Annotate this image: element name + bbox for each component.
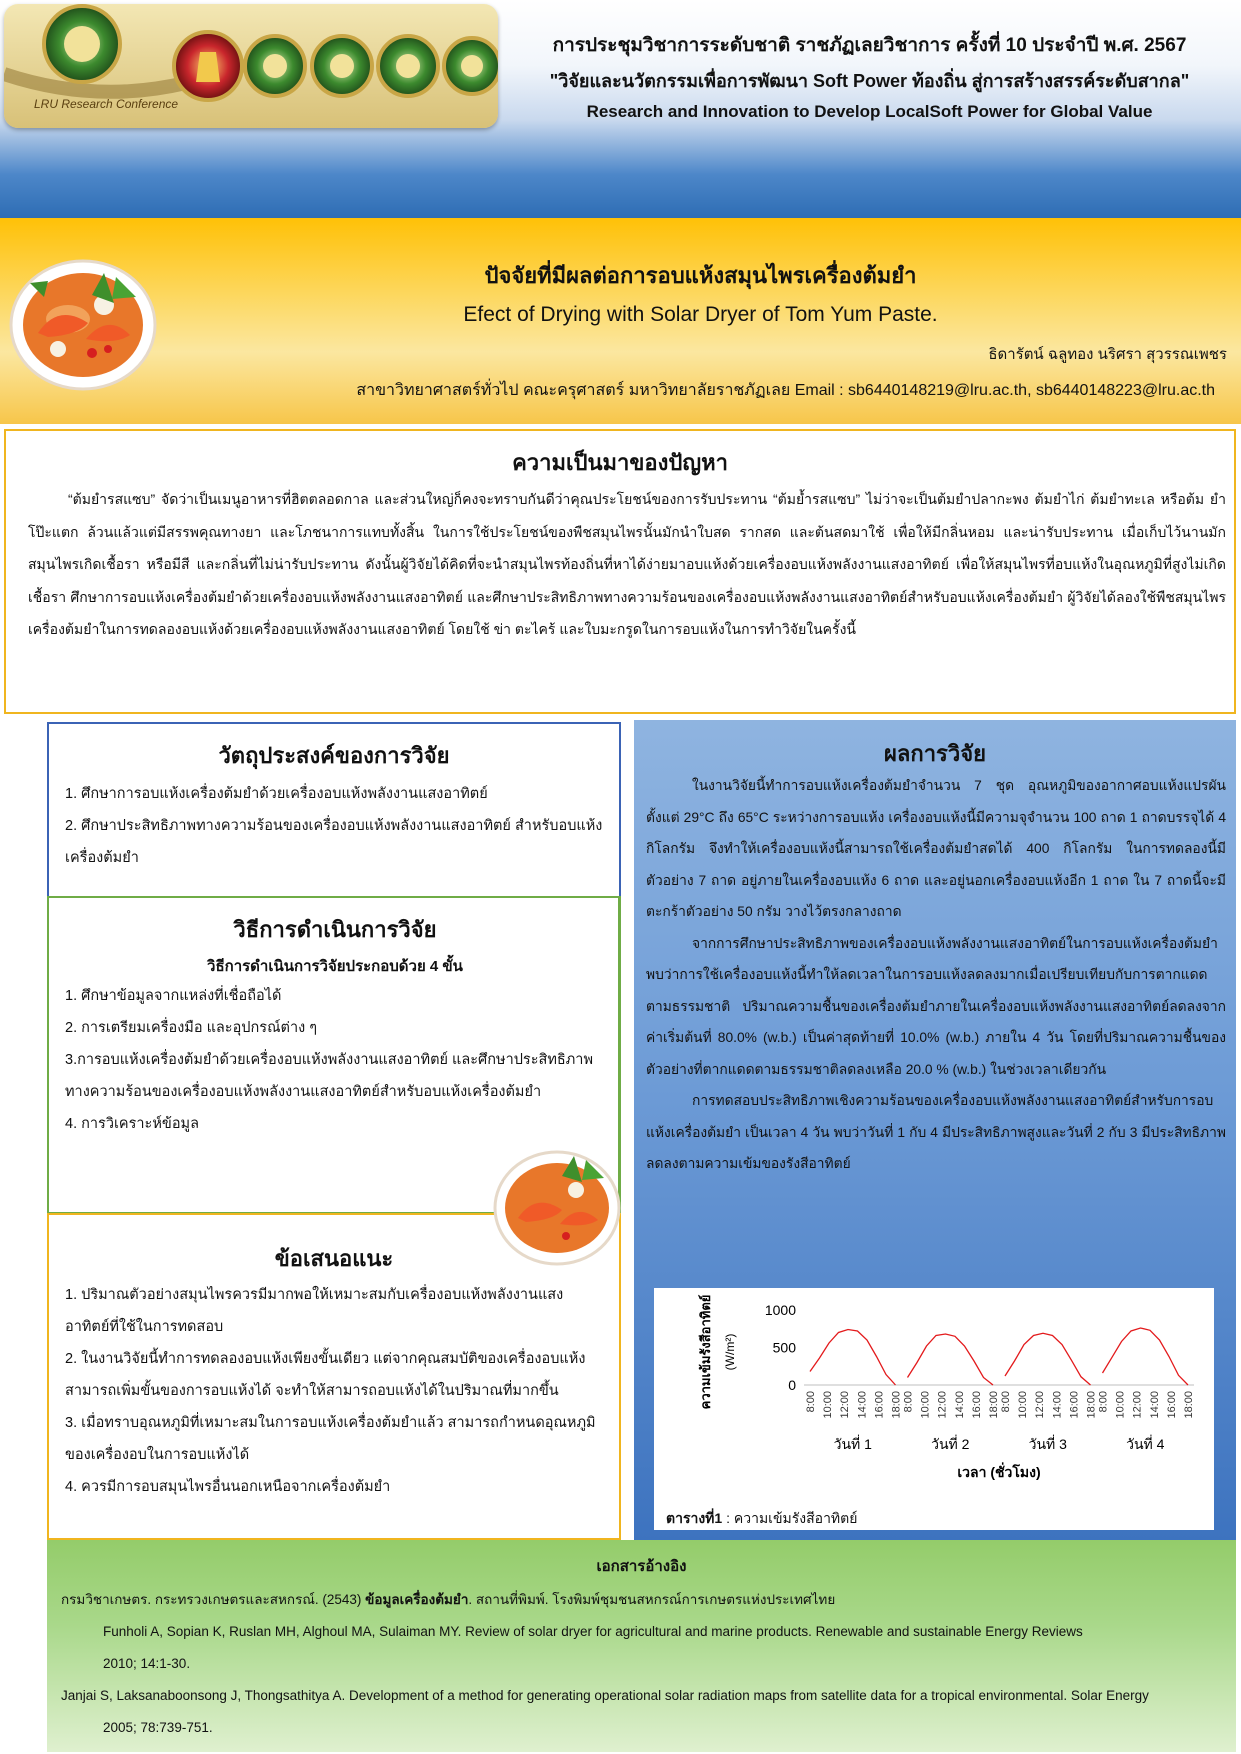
chart-caption-label: ตารางที่1	[666, 1510, 723, 1526]
reference-2-line-2: 2010; 14:1-30.	[103, 1656, 191, 1671]
chart-series-line-day-4	[1103, 1328, 1189, 1385]
chart-x-tick-label: 14:00	[1148, 1391, 1161, 1419]
results-section	[634, 720, 1236, 1540]
chart-x-tick-label: 12:00	[1034, 1391, 1047, 1419]
background-heading: ความเป็นมาของปัญหา	[512, 450, 728, 475]
tom-yum-bowl-image-small	[492, 1140, 622, 1268]
chart-x-tick-label: 14:00	[856, 1391, 869, 1419]
results-heading: ผลการวิจัย	[884, 741, 986, 766]
conference-title-line-1: การประชุมวิชาการระดับชาติ ราชภัฏเลยวิชาการ ครั้งที่ 10 ประจำปี พ.ศ. 2567	[552, 35, 1187, 56]
methods-subheading: วิธีการดำเนินการวิจัยประกอบด้วย 4 ขั้น	[207, 958, 463, 975]
list-item: 4. ควรมีการอบสมุนไพรอื่นนอกเหนือจากเครื่องต้มยำ	[65, 1479, 391, 1495]
recommendations-heading: ข้อเสนอแนะ	[274, 1246, 394, 1271]
references-section	[47, 1540, 1236, 1752]
chart-x-tick-label: 16:00	[873, 1391, 886, 1419]
chart-x-tick-label: 18:00	[890, 1391, 903, 1419]
chart-x-tick-label: 12:00	[839, 1391, 852, 1419]
university-logos	[4, 4, 498, 128]
chart-y-axis-unit: (W/m²)	[723, 1333, 737, 1371]
list-item: 3. เมื่อทราบอุณหภูมิที่เหมาะสมในการอบแห้งเครื่องต้มยำแล้ว สามารถกำหนดอุณหภูมิของเครื่องอบในการอบแห้งได้	[65, 1415, 596, 1463]
chart-day-label: วันที่ 2	[931, 1436, 970, 1452]
chart-x-tick-label: 16:00	[1165, 1391, 1178, 1419]
chart-x-tick-label: 18:00	[1183, 1391, 1195, 1419]
objectives-section	[47, 722, 621, 899]
reference-3-line-1: Janjai S, Laksanaboonsong J, Thongsathitya A. Development of a method for generating operational solar radiation maps from satellite data for a tropical environmental. Solar Energy	[61, 1688, 1149, 1703]
reference-1-post: . สถานที่พิมพ์. โรงพิมพ์ชุมชนสหกรณ์การเกษตรแห่งประเทศไทย	[468, 1592, 836, 1607]
list-item: 2. ในงานวิจัยนี้ทำการทดลองอบแห้งเพียงขั้นเดียว แต่จากคุณสมบัติของเครื่องอบแห้งสามารถเพิ่มขั้นของการอบแห้งได้ จะทำให้สามารถอบแห้งได้ในปริมาณที่มากขึ้น	[65, 1351, 586, 1399]
chart-x-tick-label: 16:00	[1068, 1391, 1081, 1419]
conference-header	[0, 0, 1241, 218]
paper-title-thai: ปัจจัยที่มีผลต่อการอบแห้งสมุนไพรเครื่องต้มยำ	[484, 263, 917, 288]
chart-y-axis-title: ความเข้มรังสีอาทิตย์	[698, 1294, 713, 1410]
conference-title-line-2: "วิจัยและนวัตกรรมเพื่อการพัฒนา Soft Power ท้องถิ่น สู่การสร้างสรรค์ระดับสากล"	[549, 71, 1190, 91]
chart-x-tick-label: 10:00	[822, 1391, 835, 1419]
chart-x-tick-label: 10:00	[919, 1391, 932, 1419]
logo-caption: LRU Research Conference	[34, 97, 179, 111]
chart-x-tick-label: 12:00	[1131, 1391, 1144, 1419]
tom-yum-bowl-image	[8, 253, 158, 393]
recommendations-list	[65, 1279, 607, 1503]
authors: ธิดารัตน์ ฉลูทอง นริศรา สุวรรณเพชร	[988, 346, 1227, 363]
chart-x-tick-label: 8:00	[1097, 1391, 1110, 1413]
conference-title-line-3: Research and Innovation to Develop LocalSoft Power for Global Value	[586, 102, 1153, 121]
methods-list	[65, 980, 609, 1140]
reference-item	[61, 1584, 1226, 1616]
chart-day-label: วันที่ 4	[1126, 1436, 1165, 1452]
chart-x-tick-label: 12:00	[936, 1391, 949, 1419]
reference-item	[103, 1616, 1226, 1680]
chart-x-axis-title: เวลา (ชั่วโมง)	[957, 1464, 1041, 1480]
chart-series-line-day-1	[810, 1330, 896, 1386]
list-item: 1. ปริมาณตัวอย่างสมุนไพรควรมีมากพอให้เหมาะสมกับเครื่องอบแห้งพลังงานแสงอาทิตย์ที่ใช้ในการทดสอบ	[65, 1287, 564, 1335]
chart-x-tick-label: 8:00	[1000, 1391, 1012, 1413]
chart-y-tick-label: 1000	[764, 1302, 796, 1318]
solar-radiation-chart	[654, 1288, 1214, 1508]
reference-2-line-1: Funholi A, Sopian K, Ruslan MH, Alghoul MA, Sulaiman MY. Review of solar dryer for agricultural and marine products. Renewable and sustainable Energy Reviews	[103, 1624, 1083, 1639]
reference-item	[61, 1680, 1226, 1744]
background-section	[4, 429, 1236, 714]
list-item: 2. การเตรียมเครื่องมือ และอุปกรณ์ต่าง ๆ	[65, 1020, 317, 1036]
chart-x-tick-label: 10:00	[1017, 1391, 1030, 1419]
objectives-heading: วัตถุประสงค์ของการวิจัย	[218, 743, 450, 768]
objectives-list	[65, 778, 607, 874]
chart-series-line-day-3	[1005, 1333, 1091, 1385]
logo-banner	[4, 4, 498, 128]
list-item: 3.การอบแห้งเครื่องต้มยำด้วยเครื่องอบแห้งพลังงานแสงอาทิตย์ และศึกษาประสิทธิภาพทางความร้อนของเครื่องอบแห้งพลังงานแสงอาทิตย์สำหรับอบแห้งเครื่องต้มยำ	[65, 1052, 594, 1100]
chart-x-tick-label: 8:00	[805, 1391, 817, 1413]
results-paragraph: จากการศึกษาประสิทธิภาพของเครื่องอบแห้งพลังงานแสงอาทิตย์ในการอบแห้งเครื่องต้มยำ พบว่าการใช้เครื่องอบแห้งนี้ทำให้ลดเวลาในการอบแห้งลดลงมากเมื่อเปรียบเทียบกับการตากแดดตามธรรมชาติ ปริมาณความชื้นของเครื่องต้มยำภายในเครื่องอบแห้งพลังงานแสงอาทิตย์ลดลงจากค่าเริ่มต้นที่ 80.0% (w.b.) เป็นค่าสุดท้ายที่ 10.0% (w.b.) ภายใน 4 วัน โดยที่ปริมาณความชื้นของตัวอย่างที่ตากแดดตามธรรมชาติลดลงเหลือ 20.0 % (w.b.) ในช่วงเวลาเดียวกัน	[646, 935, 1226, 1077]
chart-y-tick-label: 500	[772, 1339, 796, 1356]
methods-heading: วิธีการดำเนินการวิจัย	[233, 917, 437, 942]
paper-title-english: Efect of Drying with Solar Dryer of Tom Yum Paste.	[463, 303, 938, 326]
affiliation-email: สาขาวิทยาศาสตร์ทั่วไป คณะครุศาสตร์ มหาวิทยาลัยราชภัฏเลย Email : sb6440148219@lru.ac.th, sb6440148223@lru.ac.th	[356, 382, 1215, 399]
list-item: 2. ศึกษาประสิทธิภาพทางความร้อนของเครื่องอบแห้งพลังงานแสงอาทิตย์ สำหรับอบแห้งเครื่องต้มยำ	[65, 818, 603, 866]
reference-3-line-2: 2005; 78:739-751.	[103, 1720, 213, 1735]
chart-x-tick-label: 18:00	[1085, 1391, 1098, 1419]
reference-1-title: ข้อมูลเครื่องต้มยำ	[365, 1592, 469, 1607]
chart-caption-text: : ความเข้มรังสีอาทิตย์	[722, 1510, 858, 1526]
results-paragraph: การทดสอบประสิทธิภาพเชิงความร้อนของเครื่องอบแห้งพลังงานแสงอาทิตย์สำหรับการอบแห้งเครื่องต้มยำ เป็นเวลา 4 วัน พบว่าวันที่ 1 กับ 4 มีประสิทธิภาพสูงและวันที่ 2 กับ 3 มีประสิทธิภาพลดลงตามความเข้มของรังสีอาทิตย์	[646, 1093, 1226, 1171]
chart-x-tick-label: 16:00	[970, 1391, 983, 1419]
results-paragraph: ในงานวิจัยนี้ทำการอบแห้งเครื่องต้มยำจำนวน 7 ชุด อุณหภูมิของอากาศอบแห้งแปรผันตั้งแต่ 29°C ถึง 65°C ระหว่างการอบแห้ง เครื่องอบแห้งนี้มีความจุจำนวน 100 ถาด 1 ถาดบรรจุได้ 4 กิโลกรัม จึงทำให้เครื่องอบแห้งนี้สามารถใช้เครื่องต้มยำสดได้ 400 กิโลกรัม ในการทดลองนี้มีตัวอย่าง 7 ถาด อยู่ภายในเครื่องอบแห้ง 6 ถาด และอยู่นอกเครื่องอบแห้งอีก 1 ถาด ใน 7 ถาดนี้จะมีตะกร้าตัวอย่าง 50 กรัม วางไว้ตรงกลางถาด	[646, 778, 1226, 919]
references-heading: เอกสารอ้างอิง	[596, 1558, 687, 1575]
chart-x-tick-label: 8:00	[902, 1391, 915, 1413]
solar-radiation-chart-card	[654, 1288, 1214, 1530]
list-item: 4. การวิเคราะห์ข้อมูล	[65, 1116, 199, 1132]
list-item: 1. ศึกษาการอบแห้งเครื่องต้มยำด้วยเครื่องอบแห้งพลังงานแสงอาทิตย์	[65, 786, 488, 802]
list-item: 1. ศึกษาข้อมูลจากแหล่งที่เชื่อถือได้	[65, 988, 282, 1004]
chart-day-label: วันที่ 3	[1028, 1436, 1067, 1452]
chart-x-tick-label: 10:00	[1114, 1391, 1127, 1419]
background-text: “ต้มยำรสแซบ” จัดว่าเป็นเมนูอาหารที่ฮิตตลอดกาล และส่วนใหญ่ก็คงจะทราบกันดีว่าคุณประโยชน์ของการรับประทาน “ต้มย้ำรสแซบ” ไม่ว่าจะเป็นต้มยำปลากะพง ต้มยำไก่ ต้มยำทะเล หรือต้ม ยำโป๊ะแตก ล้วนแล้วแต่มีสรรพคุณทางยา และโภชนาการแทบทั้งสิ้น ในการใช้ประโยชน์ของพืชสมุนไพรนั้นมักนำใบสด รากสด และต้นสดมาใช้ เพื่อให้มีกลิ่นหอม และน่ารับประทาน เมื่อเก็บไว้นานมักสมุนไพรเกิดเชื้อรา หรือมีสี และกลิ่นที่ไม่น่ารับประทาน ดังนั้นผู้วิจัยได้คิดที่จะนำสมุนไพรท้องถิ่นที่หาได้ง่ายมาอบแห้งด้วยเครื่องอบแห้งพลังงานแสงอาทิตย์ เพื่อให้สมุนไพรที่อบแห้งในอุณหภูมิที่สูงไม่เกิดเชื้อรา ศึกษาการอบแห้งเครื่องต้มยำด้วยเครื่องอบแห้งพลังงานแสงอาทิตย์ และศึกษาประสิทธิภาพทางความร้อนของเครื่องอบแห้งพลังงานแสงอาทิตย์สำหรับอบแห้งเครื่องต้มยำ ผู้วิจัยได้ลองใช้พืชสมุนไพรเครื่องต้มยำในการทดลองอบแห้งด้วยเครื่องอบแห้งพลังงานแสงอาทิตย์ โดยใช้ ข่า ตะไคร้ และใบมะกรูดในการอบแห้งในการทำวิจัยในครั้งนี้	[28, 491, 1226, 637]
chart-y-tick-label: 0	[788, 1377, 796, 1393]
chart-series-line-day-2	[908, 1334, 994, 1385]
chart-x-tick-label: 18:00	[988, 1391, 1000, 1419]
chart-caption	[666, 1508, 857, 1530]
reference-1-pre: กรมวิชาเกษตร. กระทรวงเกษตรและสหกรณ์. (2543)	[61, 1592, 366, 1607]
chart-x-tick-label: 14:00	[1051, 1391, 1064, 1419]
results-body	[646, 770, 1226, 1180]
chart-x-tick-label: 14:00	[953, 1391, 966, 1419]
chart-day-label: วันที่ 1	[833, 1436, 872, 1452]
